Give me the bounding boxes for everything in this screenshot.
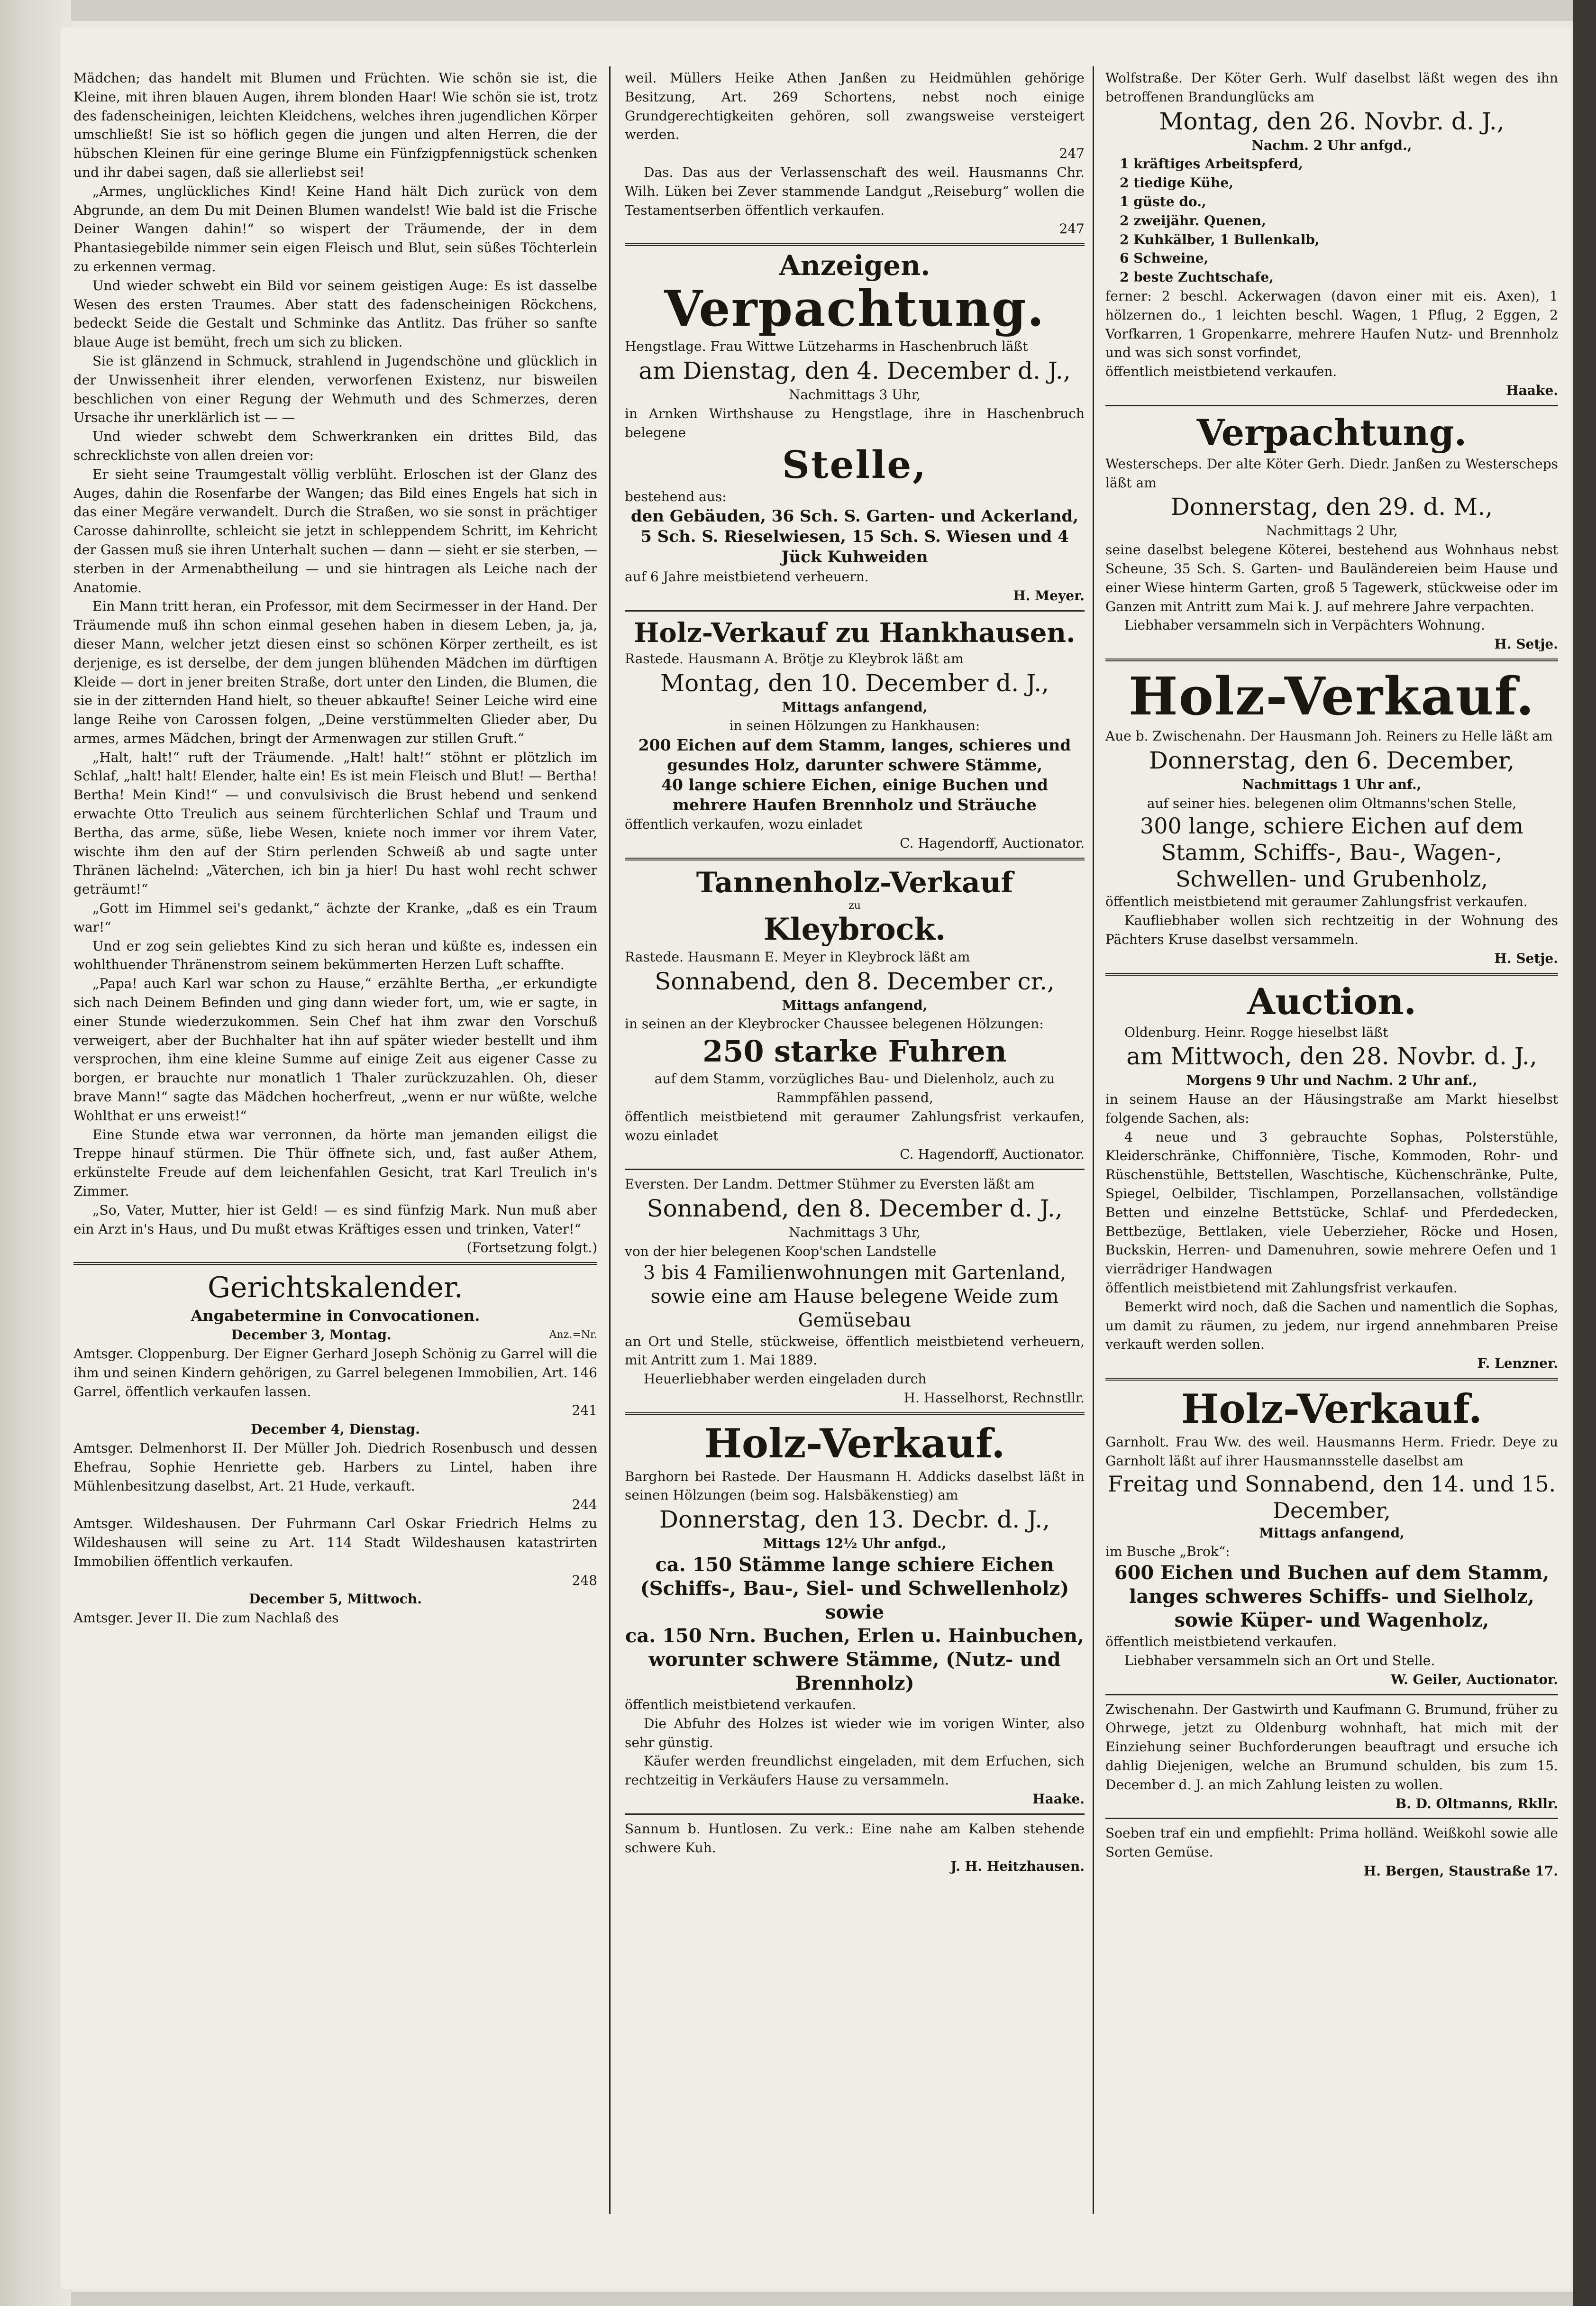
story-paragraph: „Papa! auch Karl war schon zu Hause,“ erzählte Bertha, „er erkundigte sich nach Deinem Befinden und ging dann wieder fort, um, wie er sagte, in einer Stunde wiederzukommen. Sein Chef hat ihm zwar den Vorschuß verweigert, aber der Buchhalter hat ihn auf später wieder bestellt und ihm versprochen, ihm eine kleine Summe auf einige Zeit aus eigener Casse zu borgen, er brauchte nur monatlich 1 Thaler zurückzuzahlen. Oh, dieser brave Mann!“ sagte das Mädchen hocherfreut, „wenn er nur wüßte, welche Wohlthat er uns erweist!“ [73,976,597,1124]
ad-time: Mittags anfangend, [1259,1525,1404,1541]
court-entry: Amtsger. Wildeshausen. Der Fuhrmann Carl Oskar Friedrich Helms zu Wildeshausen will seine zu Art. 114 Stadt Wildeshausen katastrirten Immobilien öffentlich verkaufen. [73,1516,597,1569]
ad-text: im Busche „Brok“: [1105,1544,1230,1560]
ad-title-connector: zu [848,899,861,912]
ad-items: 40 lange schiere Eichen, einige Buchen und mehrere Haufen Brennholz und Sträuche [661,776,1048,814]
ad-highlight: ca. 150 Nrn. Buchen, Erlen u. Hainbuchen, worunter schwere Stämme, (Nutz- und Brennholz) [625,1625,1084,1695]
ad-bergen [1105,1824,1558,1880]
ad-text: öffentlich meistbietend verkaufen. [625,1697,857,1713]
court-entry: Amtsger. Cloppenburg. Der Eigner Gerhard Joseph Schönig zu Garrel will die ihm und seinen Kindern gehörigen, zu Garrel belegenen Immobilien, Art. 146 Garrel, öffentlich verkaufen lassen. [73,1346,597,1400]
story-paragraph: Mädchen; das handelt mit Blumen und Früchten. Wie schön sie ist, die Kleine, mit ihren blauen Augen, ihrem blonden Haar! Wie schön sie ist, trotz des fadenscheinigen, leichten Kleidchens, welches ihren jugendlichen Körper umschließt! Sie ist so höflich gegen die jungen und alten Herren, die der hübschen Kleinen für eine geringe Blume ein Fünfzigpfennigstück schenken und ihr dabei sagen, daß sie allerliebst sei! [73,70,597,180]
ad-text: Soeben traf ein und empfiehlt: Prima holländ. Weißkohl sowie alle Sorten Gemüse. [1105,1825,1558,1860]
ad-text: von der hier belegenen Koop'schen Landstelle [625,1243,937,1259]
ad-divider [1105,1378,1558,1381]
ad-date: Sonnabend, den 8. December d. J., [647,1194,1063,1222]
ad-title: Verpachtung. [664,279,1045,338]
ad-time: Mittags 12½ Uhr anfgd., [763,1536,947,1552]
column-rule-2 [1093,66,1094,2214]
ad-text: Liebhaber versammeln sich an Ort und Stelle. [1124,1653,1435,1669]
court-calendar-subtitle: Angabetermine in Convocationen. [191,1307,480,1325]
ad-text: Garnholt. Frau Ww. des weil. Hausmanns Herm. Friedr. Deye zu Garnholt läßt auf ihrer Hausmannsstelle daselbst am [1105,1434,1558,1469]
story-paragraph: Sie ist glänzend in Schmuck, strahlend in Jugendschöne und glücklich in der Unwissenheit ihrer elenden, verworfenen Existenz, nur bisweilen beschlichen von einer Regung der Wehmuth und des Schmerzes, deren Ursache ihr unerklärlich ist — — [73,353,597,426]
ad-text: Kaufliebhaber wollen sich rechtzeitig in der Wohnung des Pächters Kruse daselbst versammeln. [1105,913,1558,947]
ad-date: Sonnabend, den 8. December cr., [655,967,1055,995]
section-divider [625,243,1085,246]
court-entry-number: 244 [572,1497,597,1513]
ad-text: Zwischenahn. Der Gastwirth und Kaufmann G. Brumund, früher zu Ohrwege, jetzt zu Oldenburg wohnhaft, hat mich mit der Einziehung seiner Buchforderungen beauftragt und ersuche ich dahlig Diejenigen, welche an Brumund schulden, bis zum 15. December d. J. an mich Zahlung leisten zu wollen. [1105,1701,1558,1793]
ad-divider [1105,659,1558,661]
court-entry: Amtsger. Delmenhorst II. Der Müller Joh. Diedrich Rosenbusch und dessen Ehefrau, Sophie Henriette geb. Harbers zu Lintel, haben ihre Mühlenbesitzung daselbst, Art. 21 Hude, verkauft. [73,1440,597,1494]
ad-divider [1105,405,1558,406]
ad-item: 1 kräftiges Arbeitspferd, [1120,156,1303,172]
ad-text: Oldenburg. Heinr. Rogge hieselbst läßt [1124,1024,1388,1040]
court-day: December 3, Montag. [231,1327,392,1343]
ad-signature: F. Lenzner. [1477,1355,1558,1372]
court-day-row [73,1326,597,1345]
ad-text: bestehend aus: [625,489,727,505]
ad-item: 2 zweijähr. Quenen, [1120,212,1266,229]
ad-title: Auction. [1247,980,1416,1023]
ad-divider [625,858,1085,860]
ad-holz-aue [1105,666,1558,968]
ad-time: Nachmittags 1 Uhr anf., [1242,776,1422,792]
ad-signature: C. Hagendorff, Auctionator. [900,1146,1085,1162]
column-rule-1 [609,66,611,2214]
ad-text: öffentlich meistbietend mit geraumer Zahlungsfrist verkaufen, wozu einladet [625,1108,1085,1144]
court-entry-number: 241 [572,1402,597,1418]
ad-time: Nachm. 2 Uhr anfgd., [1251,137,1412,153]
ad-divider [625,610,1085,612]
ad-signature: B. D. Oltmanns, Rkllr. [1395,1795,1558,1812]
ad-text: öffentlich meistbietend verkaufen. [1105,1634,1337,1650]
ad-text: in Arnken Wirthshause zu Hengstlage, ihre in Haschenbruch belegene [625,405,1085,440]
ad-text: in seinen an der Kleybrocker Chaussee belegenen Hölzungen: [625,1016,1044,1032]
ad-divider [1105,1694,1558,1695]
ad-items: 200 Eichen auf dem Stamm, langes, schieres und gesundes Holz, darunter schwere Stämme, [638,736,1071,775]
ad-text: auf dem Stamm, vorzügliches Bau- und Dielenholz, auch zu Rammpfählen passend, [654,1071,1055,1106]
ad-text: in seinem Hause an der Häusingstraße am Markt hieselbst folgende Sachen, als: [1105,1091,1558,1126]
ad-item-list [1105,155,1558,287]
ad-signature: J. H. Heitzhausen. [950,1858,1085,1875]
ad-highlight: Stelle, [782,442,928,487]
ad-auction-oldenburg [1105,980,1558,1373]
continuation-note: (Fortsetzung folgt.) [466,1240,597,1256]
ad-time: Morgens 9 Uhr und Nachm. 2 Uhr anf., [1186,1072,1477,1089]
ad-divider [625,1412,1085,1415]
court-entry: Das. Das aus der Verlassenschaft des weil. Hausmanns Chr. Wilh. Lüken bei Zever stammende Landgut „Reiseburg“ wollen die Testamentserben öffentlich verkaufen. [625,164,1085,218]
ad-date: Donnerstag, den 29. d. M., [1170,493,1493,521]
ad-time: Mittags anfangend, [782,997,928,1013]
ad-item: 2 Kuhkälber, 1 Bullenkalb, [1120,231,1320,247]
court-entry: weil. Müllers Heike Athen Janßen zu Heidmühlen gehörige Besitzung, Art. 269 Schortens, nebst noch einige Grundgerechtigkeiten gehören, soll zwangsweise versteigert werden. [625,70,1085,143]
ad-highlight: 600 Eichen und Buchen auf dem Stamm, langes schweres Schiffs- und Sielholz, sowie Küper- und Wagenholz, [1114,1562,1550,1632]
ad-signature: H. Setje. [1494,950,1558,966]
ad-items: den Gebäuden, 36 Sch. S. Garten- und Ackerland, 5 Sch. S. Rieselwiesen, 15 Sch. S. Wiesen und 4 Jück Kuhweiden [630,507,1079,567]
court-entry-number: 247 [1059,146,1085,162]
story-paragraph: Er sieht seine Traumgestalt völlig verblüht. Erloschen ist der Glanz des Auges, dahin die Rosenfarbe der Wangen; das Bild eines Engels hat sich in das einer Megäre verwandelt. Durch die Straßen, wo sie sonst in prächtiger Carosse dahinrollte, schleicht sie jetzt in schleppendem Schritt, im Kehricht der Gassen muß sie ihren Unterhalt suchen — dann — sieht er sie sterben, — sterben in der Armenabtheilung — und sie hintragen als Leiche nach der Anatomie. [73,466,597,595]
story-paragraph: „Armes, unglückliches Kind! Keine Hand hält Dich zurück von dem Abgrunde, an dem Du mit Deinen Blumen wandelst! Wie bald ist die Frische Deiner Wangen dahin!“ so wispert der Träumende, der in dem Phantasiegebilde nimmer sein eigen Fleisch und Blut, sein süßes Töchterlein zu erkennen vermag. [73,183,597,275]
ad-text: Westerscheps. Der alte Köter Gerh. Diedr. Janßen zu Westerscheps läßt am [1105,456,1558,491]
ad-signature: H. Bergen, Staustraße 17. [1363,1863,1558,1879]
ad-divider [1105,973,1558,976]
ad-item: 2 tiedige Kühe, [1120,175,1233,191]
ad-signature: Haake. [1032,1791,1085,1807]
ad-text: Rastede. Hausmann A. Brötje zu Kleybrok läßt am [625,650,964,667]
ad-text: an Ort und Stelle, stückweise, öffentlich meistbietend verheuern, mit Antritt zum 1. Mai 1889. [625,1333,1085,1368]
ad-text: Barghorn bei Rastede. Der Hausmann H. Addicks daselbst läßt in seinen Hölzungen (beim sog. Halsbäkenstieg) am [625,1468,1085,1503]
ad-divider [625,1813,1085,1815]
story-paragraph: Und er zog sein geliebtes Kind zu sich heran und küßte es, indessen ein wohlthuender Thränenstrom seinem bekümmerten Herzen Luft schaffte. [73,938,597,973]
ad-text: Liebhaber versammeln sich in Verpächters Wohnung. [1124,617,1485,633]
ad-text: 4 neue und 3 gebrauchte Sophas, Polsterstühle, Kleiderschränke, Chiffonnière, Tische, Kommoden, Rohr- und Rüschenstühle, Bettstellen, Waschtische, Küchenschränke, Pulte, Spiegel, Oelbilder, Tischlampen, Porzellansachen, vollständige Betten und einzelne Bettstücke, Schlaf- und Pferdedecken, Bettbezüge, Bettlaken, viele Ueberzieher, Röcke und Hosen, Buckskin, Herren- und Damenuhren, sowie mehrere Oefen und 1 vierrädriger Handwagen [1105,1129,1558,1277]
ad-title: Verpachtung. [1196,411,1467,454]
story-paragraph: Und wieder schwebt dem Schwerkranken ein drittes Bild, das schrecklichste von allen dreien vor: [73,429,597,463]
ad-highlight: 250 starke Fuhren [702,1034,1007,1069]
ad-tannenholz-kleybrock [625,865,1085,1164]
ad-divider [1105,1818,1558,1819]
ad-date: am Mittwoch, den 28. Novbr. d. J., [1126,1043,1537,1071]
ad-text: Hengstlage. Frau Wittwe Lützeharms in Haschenbruch läßt [625,339,1028,355]
ad-date: am Dienstag, den 4. December d. J., [638,357,1071,384]
ad-title: Holz-Verkauf. [704,1419,1005,1467]
ad-text: auf seiner hies. belegenen olim Oltmanns'schen Stelle, [1147,795,1517,811]
ad-title: Holz-Verkauf zu Hankhausen. [634,617,1076,649]
story-paragraph: „So, Vater, Mutter, hier ist Geld! — es sind fünfzig Mark. Nun muß aber ein Arzt in's Haus, und Du mußt etwas Kräftiges essen und trinken, Vater!“ [73,1202,597,1237]
ad-verpachtung-westerscheps [1105,411,1558,654]
story-paragraph: Eine Stunde etwa war verronnen, da hörte man jemanden eiligst die Treppe hinauf stürmen. Die Thür öffnete sich, und, fast außer Athem, erkünstelte Freude auf dem leichenfahlen Gesicht, trat Karl Treulich in's Zimmer. [73,1126,597,1199]
ad-text: Aue b. Zwischenahn. Der Hausmann Joh. Reiners zu Helle läßt am [1105,728,1553,744]
ad-date: Donnerstag, den 13. Decbr. d. J., [659,1506,1050,1534]
ad-divider [625,1169,1085,1170]
ad-verpachtung-hengstlage [625,280,1085,605]
court-day: December 4, Dienstag. [251,1421,420,1437]
story-paragraph: Ein Mann tritt heran, ein Professor, mit dem Secirmesser in der Hand. Der Träumende muß ihn schon einmal gesehen haben in diesem Leben, ja, ja, dieser Mann, welcher jetzt diesen einst so schönen Körper zertheilt, es ist derjenige, es ist derselbe, der dem jungen blühenden Mädchen im dürftigen Kleide — dort in jener breiten Straße, dort unter den Linden, die Blumen, die sie in der zitternden Hand hielt, so theuer abkaufte! Seiner Leiche wird eine lange Reihe von Carossen folgen, „Deine verstümmelten Glieder aber, Du armes, armes Mädchen, bringt der Armenwagen zur stillen Gruft.“ [73,598,597,746]
ad-item: 1 güste do., [1120,193,1206,210]
ad-date: Montag, den 10. December d. J., [660,669,1049,697]
ad-signature: H. Hasselhorst, Rechnstllr. [903,1390,1085,1406]
ad-text: öffentlich meistbietend mit geraumer Zahlungsfrist verkaufen. [1105,894,1528,910]
ad-holz-garnholt [1105,1385,1558,1689]
ad-date: Donnerstag, den 6. December, [1149,746,1515,774]
ad-signature: H. Setje. [1494,636,1558,652]
ad-item: 2 beste Zuchtschafe, [1120,269,1274,285]
court-calendar-title: Gerichtskalender. [207,1271,463,1305]
ad-wolfstrasse [1105,69,1558,400]
court-entry-number: 247 [1059,221,1085,237]
ad-sannum [625,1820,1085,1876]
ad-title: Holz-Verkauf. [1128,665,1535,727]
court-entry: Amtsger. Jever II. Die zum Nachlaß des [73,1610,339,1626]
ad-highlight: 3 bis 4 Familienwohnungen mit Gartenland, sowie eine am Hause belegene Weide zum Gemüsebau [643,1262,1067,1331]
ad-eversten [625,1175,1085,1408]
ad-zwischenahn [1105,1700,1558,1813]
ad-text: Die Abfuhr des Holzes ist wieder wie im vorigen Winter, also sehr günstig. [625,1715,1085,1750]
ad-text: in seinen Hölzungen zu Hankhausen: [729,718,980,734]
story-paragraph: „Gott im Himmel sei's gedankt,“ ächzte der Kranke, „daß es ein Traum war!“ [73,900,597,935]
ad-date: Montag, den 26. Novbr. d. J., [1159,107,1505,135]
ad-title-place: Kleybrock. [763,911,946,947]
ad-title: Holz-Verkauf. [1181,1385,1482,1433]
ad-signature: C. Hagendorff, Auctionator. [900,835,1085,851]
ad-text: öffentlich verkaufen, wozu einladet [625,816,862,833]
column-3 [1105,69,1558,1881]
court-entry-number: 248 [572,1572,597,1588]
ad-title: Tannenholz-Verkauf [696,866,1013,899]
court-day: December 5, Mittwoch. [249,1591,422,1607]
ad-text: Eversten. Der Landm. Dettmer Stühmer zu Eversten läßt am [625,1176,1035,1192]
ad-item: 6 Schweine, [1120,250,1209,266]
ad-signature: W. Geiler, Auctionator. [1390,1671,1558,1687]
column-1 [73,69,597,1628]
ad-text: öffentlich meistbietend verkaufen. [1105,364,1337,380]
scan-border [1573,0,1596,2306]
ad-text: seine daselbst belegene Köterei, bestehend aus Wohnhaus nebst Scheune, 35 Sch. S. Garten- und Bauländereien beim Hause und einer Wiese hinterm Garten, groß 5 Tagewerk, stückweise oder im Ganzen mit Antritt zum Mai k. J. auf mehrere Jahre verpachten. [1105,542,1558,614]
ad-text: Bemerkt wird noch, daß die Sachen und namentlich die Sophas, um damit zu räumen, zu jedem, nur irgend annehmbaren Preise verkauft werden sollen. [1105,1299,1558,1353]
ad-text: Heuerliebhaber werden eingeladen durch [644,1371,927,1387]
ad-signature: H. Meyer. [1013,587,1085,604]
ad-time: Mittags anfangend, [782,699,928,715]
section-divider [73,1262,597,1265]
ad-text: Käufer werden freundlichst eingeladen, mit dem Erfuchen, sich rechtzeitig in Verkäufers Hause zu versammeln. [625,1753,1085,1788]
notice-number-header: Anz.=Nr. [549,1329,597,1341]
ad-time: Nachmittags 3 Uhr, [788,386,921,403]
story-paragraph: „Halt, halt!“ ruft der Träumende. „Halt! halt!“ stöhnt er plötzlich im Schlaf, „halt! halt! Elender, halte ein! Es ist mein Fleisch und Blut! — Bertha! Bertha! Mein Kind!“ — und convulsivisch die Brust hebend und senkend erwachte Otto Treulich aus seinem fürchterlichen Schlaf und Traum und Bertha, das arme, süße, liebe Wesen, kniete noch immer vor ihrem Vater, wischte ihm den auf der Stirn perlenden Schweiß ab und sagte unter Thränen lächelnd: „Väterchen, ich bin ja hier! Du hast wohl recht schwer geträumt!“ [73,749,597,897]
column-2 [625,69,1085,1876]
ad-text: öffentlich meistbietend mit Zahlungsfrist verkaufen. [1105,1280,1458,1296]
serial-story [73,69,597,1257]
ad-highlight: 300 lange, schiere Eichen auf dem Stamm, Schiffs-, Bau-, Wagen-, Schwellen- und Grubenholz, [1140,813,1523,892]
ad-text: auf 6 Jahre meistbietend verheuern. [625,569,869,585]
ads-header: Anzeigen. [779,249,930,282]
ad-text: Sannum b. Huntlosen. Zu verk.: Eine nahe am Kalben stehende schwere Kuh. [625,1821,1085,1856]
ad-time: Nachmittags 2 Uhr, [1266,523,1398,539]
ad-text: Wolfstraße. Der Köter Gerh. Wulf daselbst läßt wegen des ihn betroffenen Brandunglücks am [1105,70,1558,105]
ad-signature: Haake. [1506,382,1558,398]
story-paragraph: Und wieder schwebt ein Bild vor seinem geistigen Auge: Es ist dasselbe Wesen des ersten Traumes. Aber statt des fadenscheinigen Röckchens, bedeckt Seide die Gestalt und Schminke das Antlitz. Das früher so sanfte blaue Auge ist bemüht, frech um sich zu blicken. [73,277,597,350]
ad-text: ferner: 2 beschl. Ackerwagen (davon einer mit eis. Axen), 1 hölzernen do., 1 leichten beschl. Wagen, 1 Pflug, 2 Eggen, 2 Vorfkarren, 1 Gropenkarre, mehrere Haufen Nutz- und Brennholz und was sich sonst vorfindet, [1105,288,1558,361]
court-calendar [73,1270,597,1628]
ad-text: Rastede. Hausmann E. Meyer in Kleybrock läßt am [625,949,970,965]
ad-time: Nachmittags 3 Uhr, [788,1224,921,1240]
ad-holz-barghorn [625,1420,1085,1809]
ad-holz-hankhausen [625,616,1085,853]
ad-date: Freitag und Sonnabend, den 14. und 15. December, [1107,1471,1556,1523]
ad-highlight: ca. 150 Stämme lange schiere Eichen (Schiffs-, Bau-, Siel- und Schwellenholz) sowie [640,1554,1069,1624]
